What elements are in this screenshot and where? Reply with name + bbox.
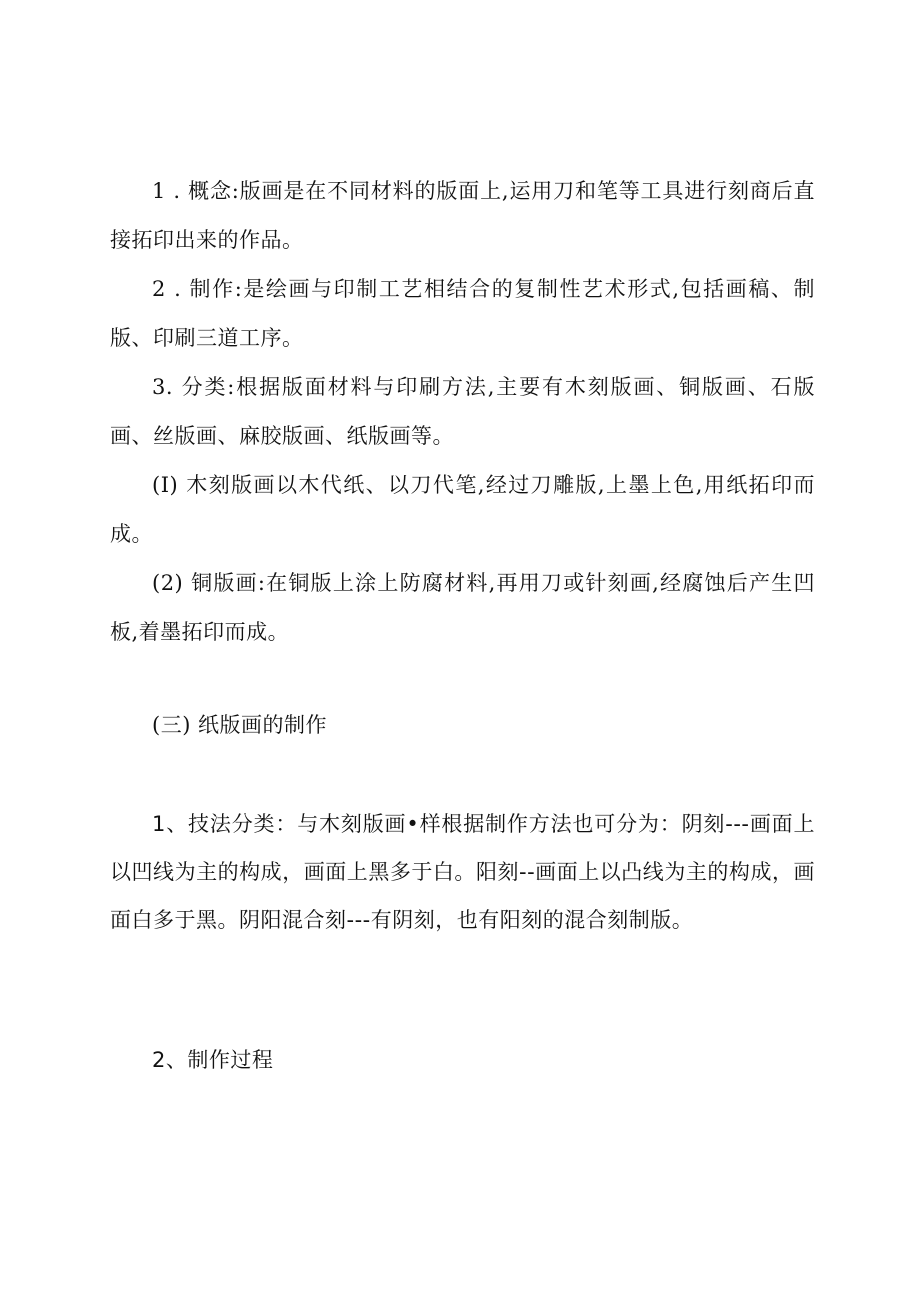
paragraph-copperplate: (2) 铜版画:在铜版上涂上防腐材料,再用刀或针刻画,经腐蚀后产生凹板,着墨拓印而成。: [110, 571, 815, 644]
paragraph-production: 2 . 制作:是绘画与印制工艺相结合的复制性艺术形式,包括画稿、制版、印刷三道工序。: [110, 277, 815, 350]
section-heading-paper-print: (三) 纸版画的制作: [152, 713, 328, 737]
section-heading-process: 2、制作过程: [152, 1048, 274, 1072]
paragraph-technique: 1、技法分类：与木刻版画•样根据制作方法也可分为：阴刻---画面上以凹线为主的构成，画面上黑多于白。阳刻--画面上以凸线为主的构成，画面白多于黑。阴阳混合刻---有阴刻，也有阳刻的混合刻制版。: [110, 812, 815, 932]
paragraph-woodcut: (I) 木刻版画以木代纸、以刀代笔,经过刀雕版,上墨上色,用纸拓印而成。: [110, 473, 815, 546]
paragraph-concept: 1 . 概念:版画是在不同材料的版面上,运用刀和笔等工具进行刻商后直接拓印出来的作品。: [110, 179, 815, 252]
paragraph-classification: 3. 分类:根据版面材料与印刷方法,主要有木刻版画、铜版画、石版画、丝版画、麻胶版画、纸版画等。: [110, 375, 815, 448]
